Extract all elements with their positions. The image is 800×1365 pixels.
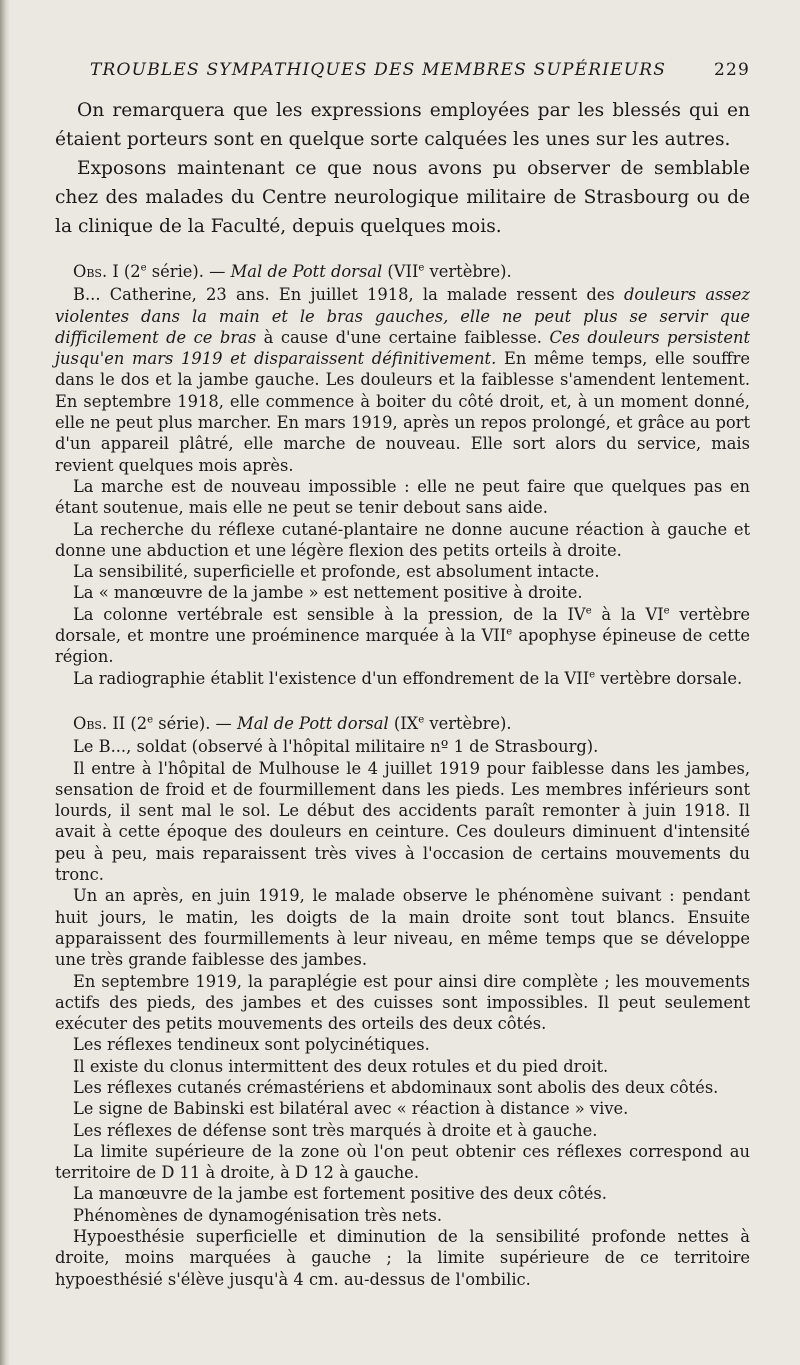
obs2-paragraph: Les réflexes tendineux sont polycinétiques. bbox=[73, 1035, 430, 1055]
obs2-paragraph: Le signe de Babinski est bilatéral avec « réaction à distance » vive. bbox=[73, 1099, 629, 1119]
obs2-paragraph: La manœuvre de la jambe est fortement positive des deux côtés. bbox=[73, 1184, 607, 1204]
obs2-paragraph: Phénomènes de dynamogénisation très nets. bbox=[73, 1205, 443, 1225]
obs2-paragraph: Un an après, en juin 1919, le malade observe le phénomène suivant : pendant huit jours, le matin, les doigts de la main droite sont tout blancs. Ensuite apparaissent des fourmillements à leur niveau, en même temps que se développe une très grande faiblesse des jambes. bbox=[55, 886, 750, 970]
observation-2-heading: Obs. II (2e série). — Mal de Pott dorsal (IXe vertèbre). bbox=[73, 713, 512, 733]
obs2-paragraph: Hypoesthésie superficielle et diminution de la sensibilité profonde nettes à droite, moins marquées à gauche ; la limite supérieure de ce territoire hypoesthésié s'élève jusqu'à 4 cm. au-dessus de l'ombilic. bbox=[55, 1227, 750, 1289]
obs-title: Mal de Pott dorsal bbox=[230, 262, 383, 281]
observation-1-heading: Obs. I (2e série). — Mal de Pott dorsal (VIIe vertèbre). bbox=[73, 262, 512, 281]
body-text bbox=[55, 96, 750, 1290]
obs2-paragraph: Les réflexes cutanés crémastériens et abdominaux sont abolis des deux côtés. bbox=[73, 1077, 719, 1097]
page-number: 229 bbox=[713, 60, 750, 80]
observation-2 bbox=[55, 713, 750, 1290]
obs2-paragraph: La limite supérieure de la zone où l'on peut obtenir ces réflexes correspond au territoire de D 11 à droite, à D 12 à gauche. bbox=[55, 1141, 750, 1183]
obs2-paragraph: Les réflexes de défense sont très marqués à droite et à gauche. bbox=[73, 1120, 598, 1140]
obs1-paragraph: La recherche du réflexe cutané-plantaire ne donne aucune réaction à gauche et donne une abduction et une légère flexion des petits orteils à droite. bbox=[55, 519, 750, 560]
obs-title: Mal de Pott dorsal bbox=[237, 713, 389, 733]
obs2-paragraph: Il existe du clonus intermittent des deux rotules et du pied droit. bbox=[73, 1056, 609, 1076]
running-header bbox=[90, 60, 750, 80]
intro-paragraph-2: Exposons maintenant ce que nous avons pu observer de semblable chez des malades du Centre neurologique militaire de Strasbourg ou de la clinique de la Faculté, depuis quelques mois. bbox=[55, 158, 750, 237]
intro-paragraph-1: On remarquera que les expressions employées par les blessés qui en étaient porteurs sont en quelque sorte calquées les unes sur les autres. bbox=[55, 100, 750, 150]
obs-label: Obs. II bbox=[73, 713, 126, 733]
obs1-paragraph: La sensibilité, superficielle et profonde, est absolument intacte. bbox=[73, 562, 600, 582]
observation-1 bbox=[55, 261, 750, 689]
obs2-paragraph: En septembre 1919, la paraplégie est pour ainsi dire complète ; les mouvements actifs des pieds, des jambes et des cuisses sont impossibles. Il peut seulement exécuter des petits mouvements des orteils des deux côtés. bbox=[55, 971, 750, 1034]
intro-section bbox=[55, 96, 750, 241]
obs1-paragraph: La marche est de nouveau impossible : elle ne peut faire que quelques pas en étant soutenue, mais elle ne peut se tenir debout sans aide. bbox=[55, 476, 750, 518]
obs1-paragraph: La colonne vertébrale est sensible à la pression, de la IVe à la VIe vertèbre dorsale, et montre une proéminence marquée à la VIIe apophyse épineuse de cette région. bbox=[55, 604, 750, 667]
running-title: TROUBLES SYMPATHIQUES DES MEMBRES SUPÉRIEURS bbox=[90, 60, 667, 80]
obs2-paragraph: Il entre à l'hôpital de Mulhouse le 4 juillet 1919 pour faiblesse dans les jambes, sensation de froid et de fourmillement dans les pieds. Les membres inférieurs sont lourds, il sent mal le sol. Le début des accidents paraît remonter à juin 1918. Il avait à cette époque des douleurs en ceinture. Ces douleurs diminuent d'intensité peu à peu, mais reparaissent très vives à l'occasion de certains mouvements du tronc. bbox=[55, 758, 750, 885]
obs1-paragraph: La « manœuvre de la jambe » est nettement positive à droite. bbox=[73, 583, 583, 603]
page-spine-shadow bbox=[0, 0, 10, 1365]
obs1-paragraph: La radiographie établit l'existence d'un effondrement de la VIIe vertèbre dorsale. bbox=[73, 668, 743, 688]
obs-label: Obs. I bbox=[73, 262, 119, 281]
obs2-paragraph: Le B..., soldat (observé à l'hôpital militaire nº 1 de Strasbourg). bbox=[73, 737, 599, 757]
obs1-paragraph: B... Catherine, 23 ans. En juillet 1918, la malade ressent des douleurs assez violentes dans la main et le bras gauches, elle ne peut plus se servir que difficilement de ce bras à cause d'une certaine faiblesse. Ces douleurs persistent jusqu'en mars 1919 et disparaissent définitivement. En même temps, elle souffre dans le dos et la jambe gauche. Les douleurs et la faiblesse s'amendent lentement. En septembre 1918, elle commence à boiter du côté droit, et, à un moment donné, elle ne peut plus marcher. En mars 1919, après un repos prolongé, et grâce au port d'un appareil plâtré, elle marche de nouveau. Elle sort alors du service, mais revient quelques mois après. bbox=[55, 285, 751, 475]
